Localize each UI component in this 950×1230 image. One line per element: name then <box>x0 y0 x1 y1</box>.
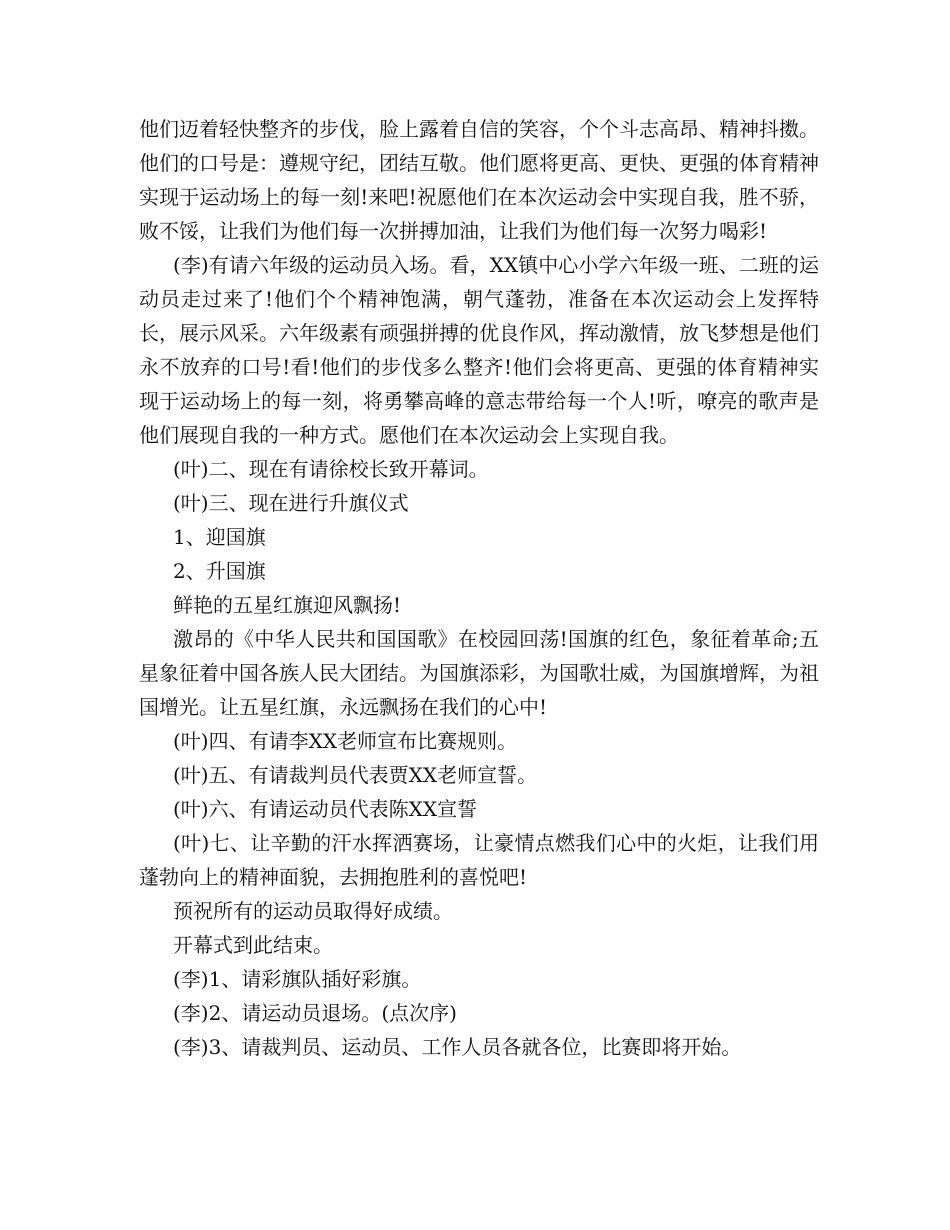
paragraph-ceremony-end: 开幕式到此结束。 <box>173 933 333 957</box>
paragraph-item-7-closing: (叶)七、让辛勤的汗水挥洒赛场，让豪情点燃我们心中的火炬，让我们用蓬勃向上的精神面貌，去拥抱胜利的喜悦吧! <box>139 831 819 889</box>
paragraph-item-2-principal-speech: (叶)二、现在有请徐校长致开幕词。 <box>173 457 489 481</box>
paragraph-item-3-flag-ceremony: (叶)三、现在进行升旗仪式 <box>173 491 409 515</box>
paragraph-flag-waving: 鲜艳的五星红旗迎风飘扬! <box>173 593 402 617</box>
paragraph-flag-team: (李)1、请彩旗队插好彩旗。 <box>173 967 422 991</box>
paragraph-item-5-referee-oath: (叶)五、有请裁判员代表贾XX老师宣誓。 <box>173 763 538 787</box>
paragraph-take-positions: (李)3、请裁判员、运动员、工作人员各就各位，比赛即将开始。 <box>173 1035 742 1059</box>
paragraph-item-6-athlete-oath: (叶)六、有请运动员代表陈XX宣誓 <box>173 797 478 821</box>
paragraph-wish-success: 预祝所有的运动员取得好成绩。 <box>173 899 453 923</box>
paragraph-raise-flag: 2、升国旗 <box>173 559 266 583</box>
document-body <box>139 112 819 1064</box>
paragraph-opening-continuation: 他们迈着轻快整齐的步伐，脸上露着自信的笑容，个个斗志高昂、精神抖擞。他们的口号是：遵规守纪，团结互敬。他们愿将更高、更快、更强的体育精神实现于运动场上的每一刻!来吧!祝愿他们在本次运动会中实现自我，胜不骄，败不馁，让我们为他们每一次拼搏加油，让我们为他们每一次努力喝彩! <box>139 117 819 243</box>
paragraph-welcome-flag: 1、迎国旗 <box>173 525 266 549</box>
paragraph-sixth-grade-entrance: (李)有请六年级的运动员入场。看，XX镇中心小学六年级一班、二班的运动员走过来了!他们个个精神饱满，朝气蓬勃，准备在本次运动会上发挥特长，展示风采。六年级素有顽强拼搏的优良作风，挥动激情，放飞梦想是他们永不放弃的口号!看!他们的步伐多么整齐!他们会将更高、更强的体育精神实现于运动场上的每一刻，将勇攀高峰的意志带给每一个人!听，嘹亮的歌声是他们展现自我的一种方式。愿他们在本次运动会上实现自我。 <box>139 253 819 447</box>
paragraph-item-4-rules: (叶)四、有请李XX老师宣布比赛规则。 <box>173 729 518 753</box>
paragraph-athletes-exit: (李)2、请运动员退场。(点次序) <box>173 1001 457 1025</box>
paragraph-national-anthem: 激昂的《中华人民共和国国歌》在校园回荡!国旗的红色，象征着革命;五星象征着中国各族人民大团结。为国旗添彩，为国歌壮威，为国旗增辉，为祖国增光。让五星红旗，永远飘扬在我们的心中! <box>139 627 819 719</box>
